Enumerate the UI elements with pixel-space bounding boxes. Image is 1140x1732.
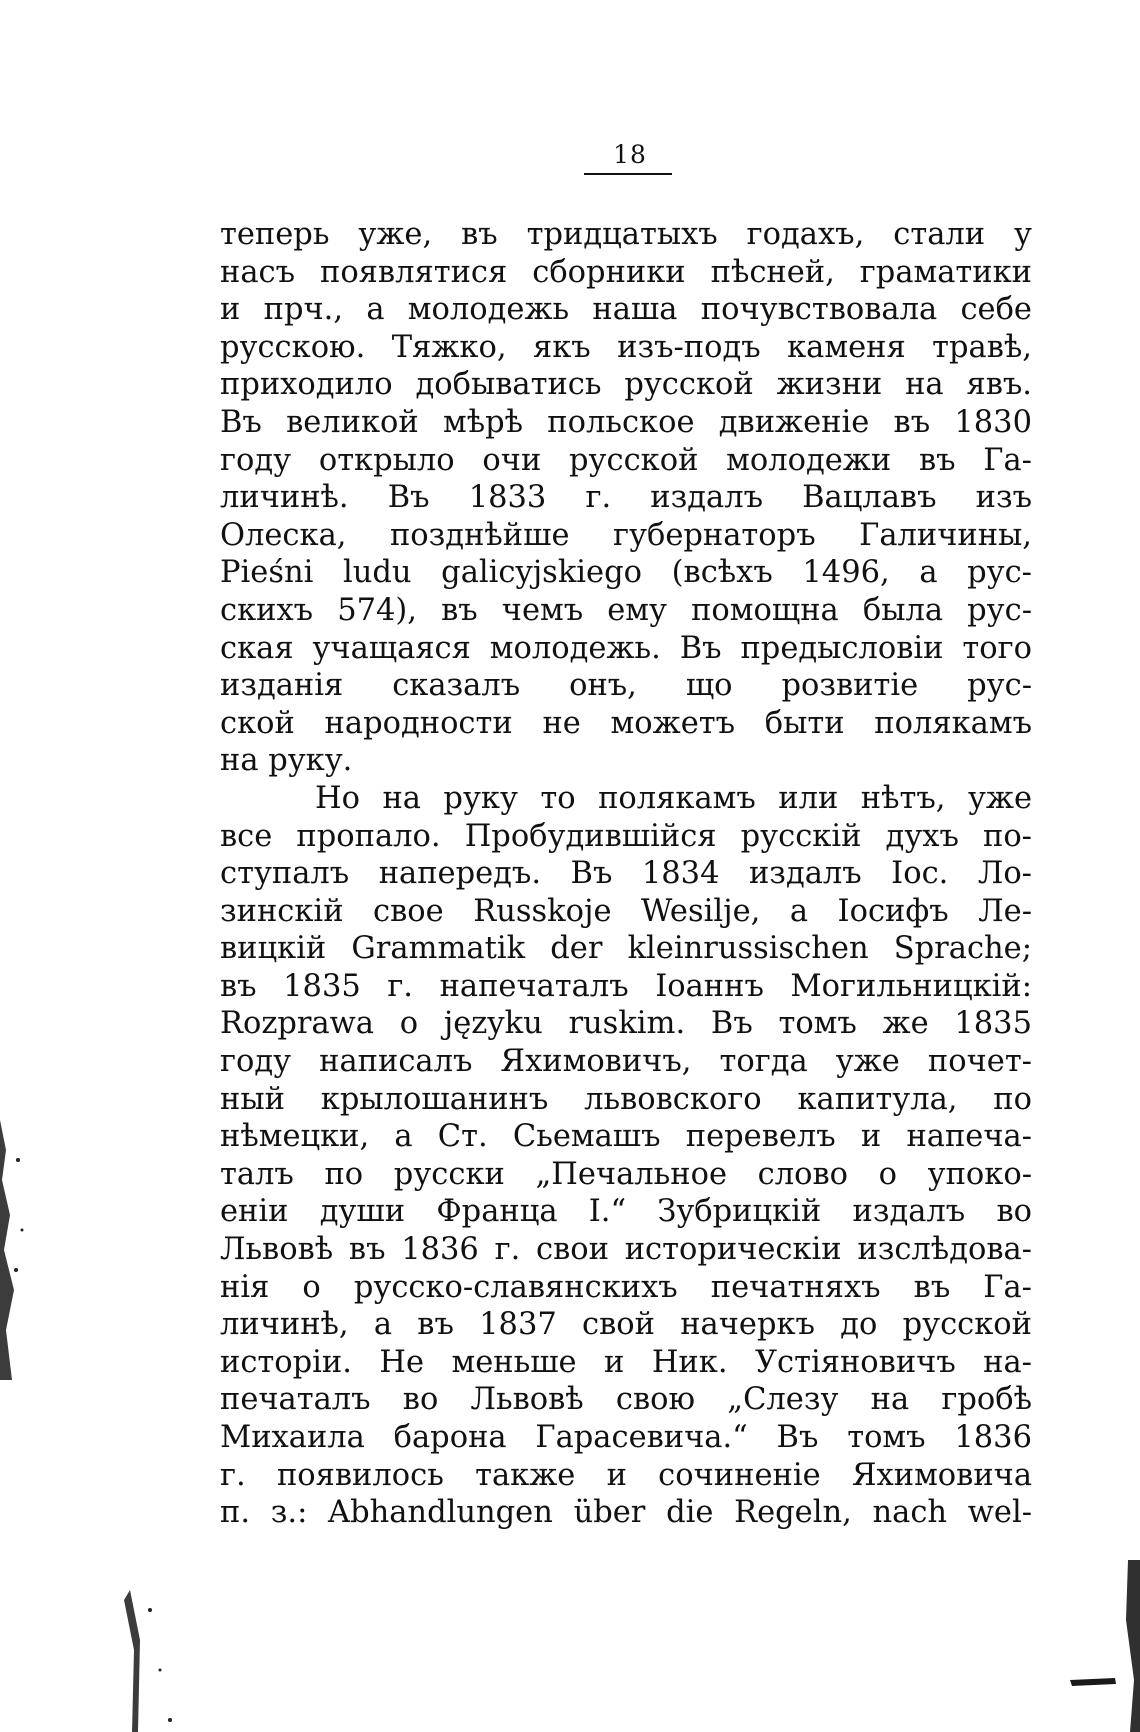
text-line: ный крылошанинъ львовского капитула, по [220,1081,1032,1117]
text-line: печаталъ во Львовѣ свою „Слезу на гробѣ [220,1382,1032,1418]
text-line: личинѣ, а въ 1837 свой начеркъ до русской [220,1307,1032,1343]
text-line: теперь уже, въ тридцатыхъ годахъ, стали у [220,217,1032,252]
text-line: исторіи. Не меньше и Ник. Устіяновичъ на- [220,1344,1032,1380]
text-line: Въ великой мѣрѣ польское движеніе въ 1830 [220,404,1032,440]
scan-right-edge-noise [1060,1560,1140,1732]
text-line: на руку. [220,743,353,779]
scan-edge-noise [0,1120,30,1380]
text-line: Pieśni ludu galicyjskiego (всѣхъ 1496, а рус- [220,555,1032,591]
scan-corner-noise [110,1580,200,1732]
text-line: году открыло очи русской молодежи въ Га- [220,442,1032,478]
text-line: русскою. Тяжко, якъ изъ-подъ каменя травѣ, [220,329,1032,365]
text-line: Олеска, позднѣйше губернаторъ Галичины, [220,517,1032,553]
text-line: Но на руку то полякамъ или нѣтъ, уже [315,780,1032,816]
text-line: нія о русско-славянскихъ печатняхъ въ Га- [220,1269,1032,1305]
text-line: ской народности не можетъ быти полякамъ [220,705,1032,741]
text-line: п. з.: Abhandlungen über die Regeln, nach wel- [220,1495,1032,1531]
text-line: г. появилось также и сочиненіе Яхимовича [220,1457,1032,1493]
text-line: скихъ 574), въ чемъ ему помощна была рус- [220,592,1032,628]
text-line: въ 1835 г. напечаталъ Іоаннъ Могильницкій: [220,968,1032,1004]
text-line: насъ появлятися сборники пѣсней, граматики [220,254,1032,290]
text-line: личинѣ. Въ 1833 г. издалъ Вацлавъ изъ [220,480,1032,516]
text-line: году написалъ Яхимовичъ, тогда уже почет- [220,1044,1032,1080]
text-line: зинскій свое Russkoje Wesilje, а Іосифъ Ле- [220,893,1032,929]
text-line: ступалъ напередъ. Въ 1834 издалъ Іос. Ло- [220,856,1032,892]
body-text [220,216,1032,1532]
text-line: Львовѣ въ 1836 г. свои историческіи изслѣдова- [220,1232,1032,1268]
text-line: нѣмецки, а Ст. Сьемашъ перевелъ и напеча- [220,1119,1032,1155]
page-number: 18 [613,140,647,169]
text-line: и прч., а молодежь наша почувствовала себе [220,292,1032,328]
text-line: изданія сказалъ онъ, що розвитіе рус- [220,668,1032,704]
text-line: Михаила барона Гарасевича.“ Въ томъ 1836 [220,1420,1032,1455]
text-line: ская учащаяся молодежь. Въ предысловіи того [220,630,1032,666]
page-number-rule [584,173,672,175]
text-line: все пропало. Пробудившійся русскій духъ по- [220,818,1032,854]
text-line: еніи души Франца I.“ Зубрицкій издалъ во [220,1194,1032,1230]
text-line: талъ по русски „Печальное слово о упоко- [220,1156,1032,1192]
text-line: Rozprawa o języku ruskim. Въ томъ же 1835 [220,1006,1032,1042]
text-line: приходило добыватись русской жизни на явъ. [220,367,1032,403]
text-line: вицкій Grammatik der kleinrussischen Sprache; [220,931,1032,967]
